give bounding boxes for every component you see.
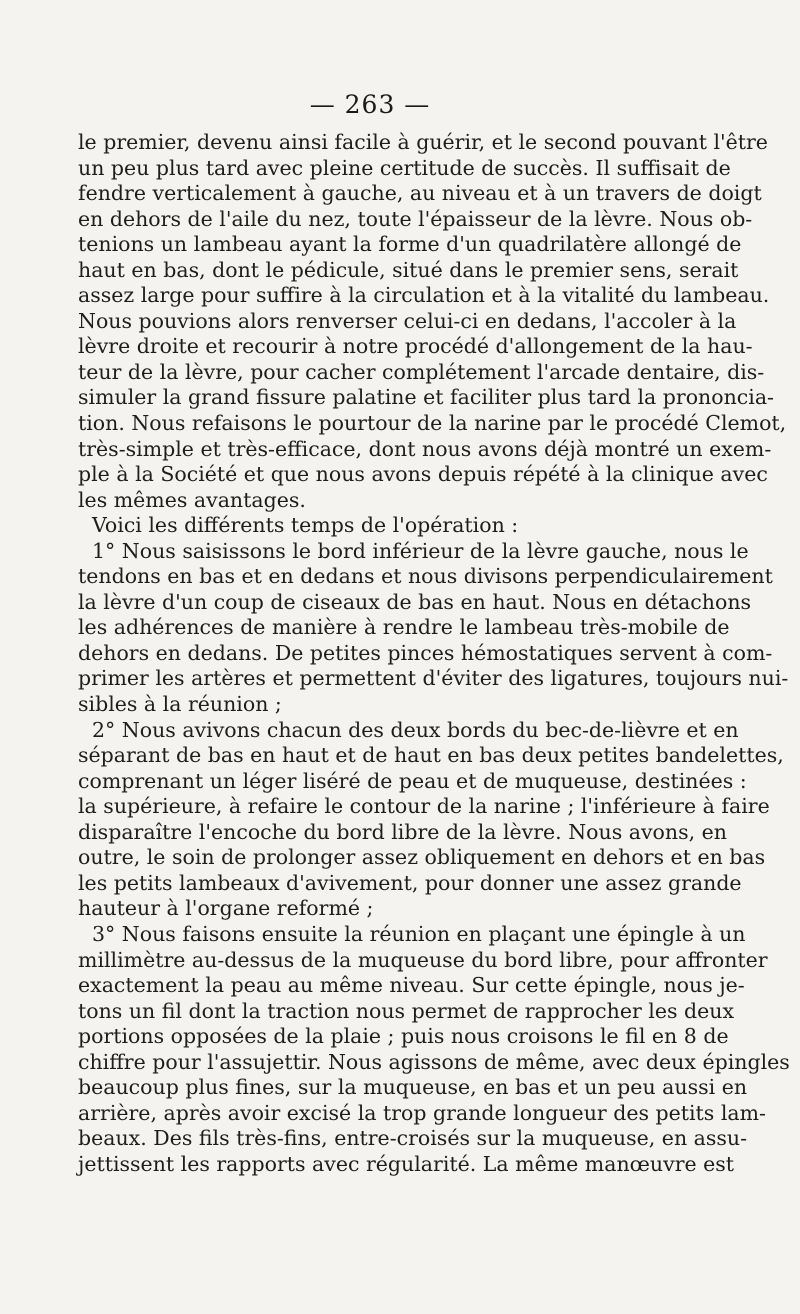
text-line: le premier, devenu ainsi facile à guérir, et le second pouvant l'être: [78, 130, 768, 154]
body-text: [78, 130, 790, 1177]
text-line: simuler la grand fissure palatine et faciliter plus tard la prononcia-: [78, 385, 774, 410]
text-line: 1° Nous saisissons le bord inférieur de la lèvre gauche, nous le: [92, 538, 749, 563]
text-line: millimètre au-dessus de la muqueuse du bord libre, pour affronter: [78, 947, 768, 972]
text-line: disparaître l'encoche du bord libre de la lèvre. Nous avons, en: [78, 819, 727, 844]
text-line: exactement la peau au même niveau. Sur cette épingle, nous je-: [78, 973, 745, 998]
text-line: portions opposées de la plaie ; puis nous croisons le fil en 8 de: [78, 1024, 729, 1049]
text-line: outre, le soin de prolonger assez obliquement en dehors et en bas: [78, 845, 766, 870]
text-line: les petits lambeaux d'avivement, pour donner une assez grande: [78, 870, 742, 895]
text-line: fendre verticalement à gauche, au niveau et à un travers de doigt: [78, 181, 762, 206]
text-line: tion. Nous refaisons le pourtour de la narine par le procédé Clemot,: [78, 411, 787, 436]
text-line: jettissent les rapports avec régularité. La même manœuvre est: [78, 1151, 735, 1176]
text-line: tendons en bas et en dedans et nous divisons perpendiculairement: [78, 564, 773, 589]
text-line: très-simple et très-efficace, dont nous avons déjà montré un exem-: [78, 436, 772, 461]
text-line: comprenant un léger liséré de peau et de muqueuse, destinées :: [78, 768, 747, 793]
text-line: tenions un lambeau ayant la forme d'un quadrilatère allongé de: [78, 232, 742, 257]
text-line: 2° Nous avivons chacun des deux bords du bec-de-lièvre et en: [92, 717, 739, 742]
text-line: les adhérences de manière à rendre le lambeau très-mobile de: [78, 615, 730, 640]
text-line: tons un fil dont la traction nous permet de rapprocher les deux: [78, 998, 735, 1023]
text-line: sibles à la réunion ;: [78, 692, 282, 717]
text-line: beaucoup plus fines, sur la muqueuse, en bas et un peu aussi en: [78, 1075, 748, 1100]
text-line: en dehors de l'aile du nez, toute l'épaisseur de la lèvre. Nous ob-: [78, 206, 753, 231]
text-line: la lèvre d'un coup de ciseaux de bas en haut. Nous en détachons: [78, 589, 752, 614]
text-line: Nous pouvions alors renverser celui-ci en dedans, l'accoler à la: [78, 308, 737, 333]
text-line: dehors en dedans. De petites pinces hémostatiques servent à com-: [78, 640, 773, 665]
text-line: ple à la Société et que nous avons depuis répété à la clinique avec: [78, 462, 768, 487]
text-line: 3° Nous faisons ensuite la réunion en plaçant une épingle à un: [92, 921, 746, 946]
text-line: hauteur à l'organe reformé ;: [78, 896, 374, 921]
text-line: beaux. Des fils très-fins, entre-croisés sur la muqueuse, en assu-: [78, 1126, 748, 1151]
text-line: arrière, après avoir excisé la trop grande longueur des petits lam-: [78, 1100, 766, 1125]
text-line: assez large pour suffire à la circulation et à la vitalité du lambeau.: [78, 283, 770, 308]
text-line: la supérieure, à refaire le contour de la narine ; l'inférieure à faire: [78, 794, 770, 819]
text-line: Voici les différents temps de l'opération :: [92, 513, 519, 538]
page-number: — 263 —: [309, 90, 431, 119]
text-line: un peu plus tard avec pleine certitude de succès. Il suffisait de: [78, 155, 731, 180]
text-line: séparant de bas en haut et de haut en bas deux petites bandelettes,: [78, 743, 784, 768]
text-line: lèvre droite et recourir à notre procédé d'allongement de la hau-: [78, 334, 753, 359]
text-line: haut en bas, dont le pédicule, situé dans le premier sens, serait: [78, 257, 739, 282]
text-line: chiffre pour l'assujettir. Nous agissons de même, avec deux épingles: [78, 1049, 790, 1074]
text-line: primer les artères et permettent d'éviter des ligatures, toujours nui-: [78, 666, 789, 691]
text-line: les mêmes avantages.: [78, 487, 306, 512]
text-line: teur de la lèvre, pour cacher complétement l'arcade dentaire, dis-: [78, 359, 765, 384]
